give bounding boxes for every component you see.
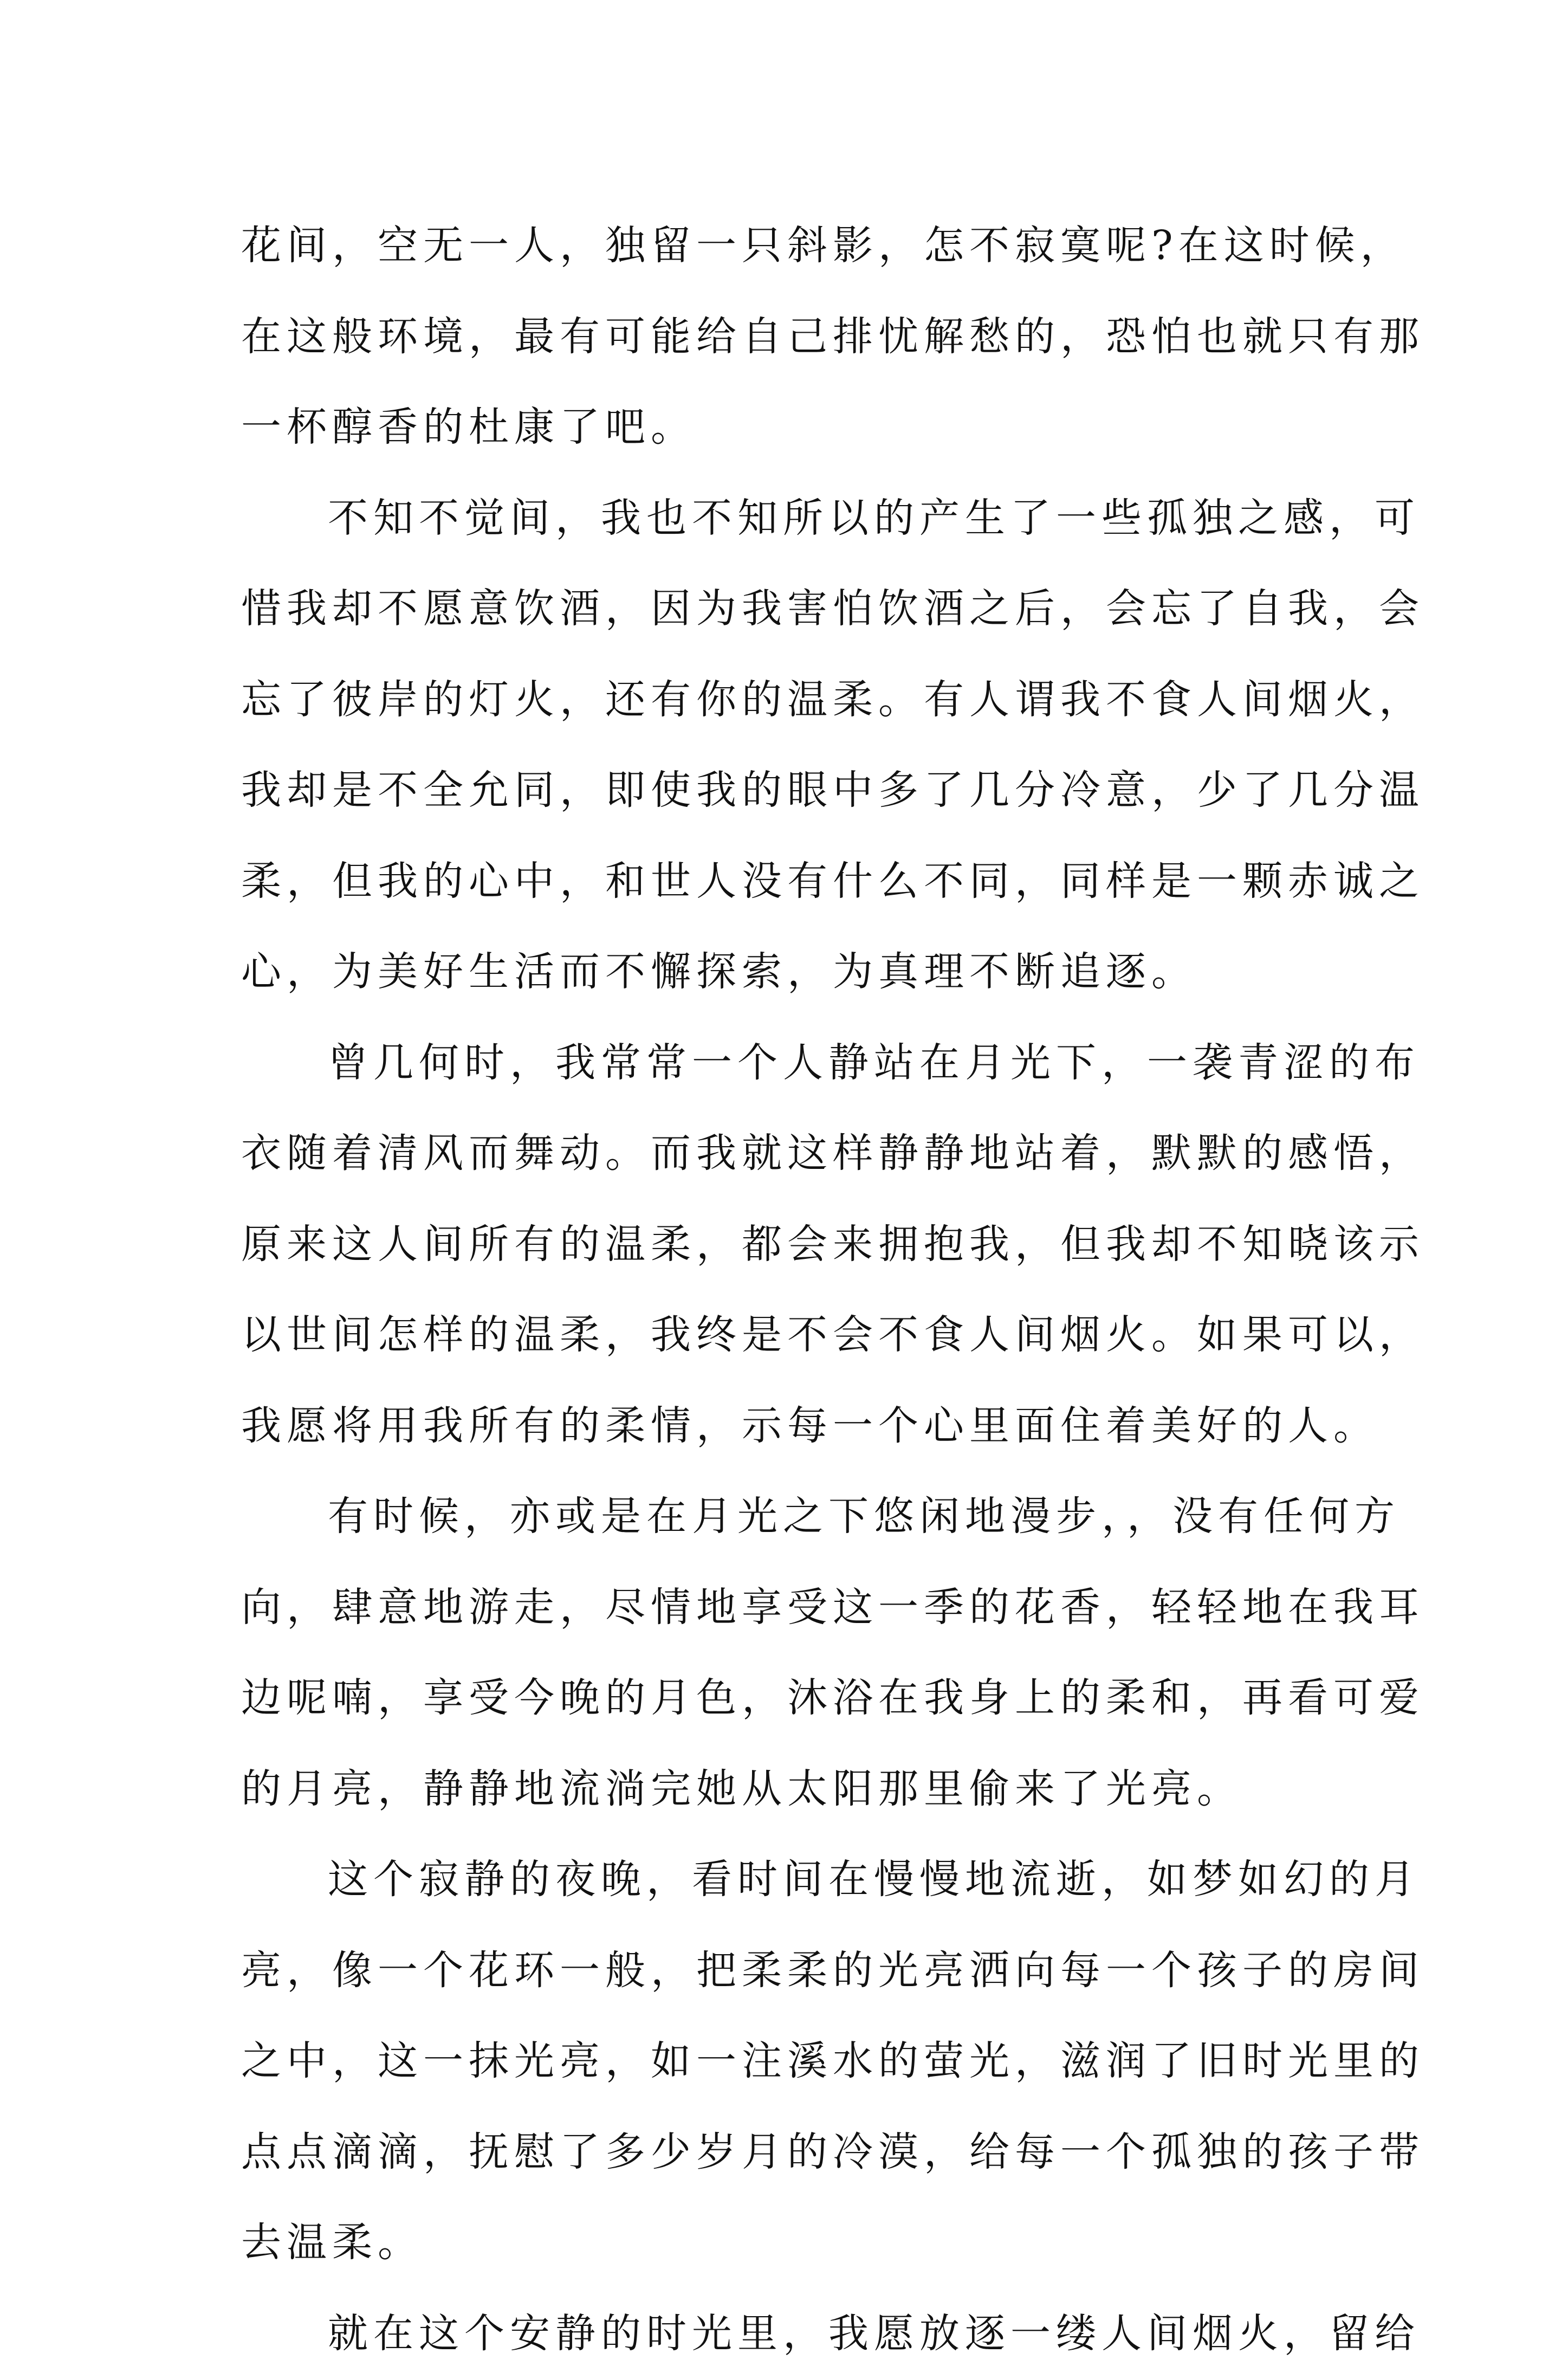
text-line: 亮，像一个花环一般，把柔柔的光亮洒向每一个孩子的房间 — [241, 1925, 1346, 2016]
text-line: 柔，但我的心中，和世人没有什么不同，同样是一颗赤诚之 — [241, 836, 1346, 927]
text-line: 原来这人间所有的温柔，都会来拥抱我，但我却不知晓该示 — [241, 1199, 1346, 1290]
paragraph-start-line: 曾几何时，我常常一个人静站在月光下，一袭青涩的布 — [241, 1018, 1346, 1109]
paragraph-start-line: 这个寂静的夜晚，看时间在慢慢地流逝，如梦如幻的月 — [241, 1834, 1346, 1925]
text-line: 向，肆意地游走，尽情地享受这一季的花香，轻轻地在我耳 — [241, 1562, 1346, 1653]
text-line: 在这般环境，最有可能给自己排忧解愁的，恐怕也就只有那 — [241, 292, 1346, 383]
text-line: 我却是不全允同，即使我的眼中多了几分冷意，少了几分温 — [241, 745, 1346, 836]
text-line: 花间，空无一人，独留一只斜影，怎不寂寞呢?在这时候， — [241, 201, 1346, 292]
text-line: 我愿将用我所有的柔情，示每一个心里面住着美好的人。 — [241, 1381, 1346, 1472]
text-line: 去温柔。 — [241, 2197, 1346, 2289]
text-line: 的月亮，静静地流淌完她从太阳那里偷来了光亮。 — [241, 1744, 1346, 1835]
text-line: 点点滴滴，抚慰了多少岁月的冷漠，给每一个孤独的孩子带 — [241, 2107, 1346, 2198]
text-line: 一杯醇香的杜康了吧。 — [241, 382, 1346, 473]
text-line: 之中，这一抹光亮，如一注溪水的萤光，滋润了旧时光里的 — [241, 2016, 1346, 2107]
paragraph-start-line: 有时候，亦或是在月光之下悠闲地漫步，，没有任何方 — [241, 1471, 1346, 1562]
text-line: 心，为美好生活而不懈探索，为真理不断追逐。 — [241, 927, 1346, 1018]
paragraph-start-line: 不知不觉间，我也不知所以的产生了一些孤独之感，可 — [241, 473, 1346, 564]
paragraph-start-line: 就在这个安静的时光里，我愿放逐一缕人间烟火，留给 — [241, 2289, 1346, 2379]
document-body — [241, 201, 1346, 2379]
text-line: 以世间怎样的温柔，我终是不会不食人间烟火。如果可以， — [241, 1290, 1346, 1381]
text-line: 忘了彼岸的灯火，还有你的温柔。有人谓我不食人间烟火， — [241, 655, 1346, 746]
text-line: 衣随着清风而舞动。而我就这样静静地站着，默默的感悟， — [241, 1108, 1346, 1199]
text-line: 边呢喃，享受今晚的月色，沐浴在我身上的柔和，再看可爱 — [241, 1653, 1346, 1744]
text-line: 惜我却不愿意饮酒，因为我害怕饮酒之后，会忘了自我，会 — [241, 564, 1346, 655]
